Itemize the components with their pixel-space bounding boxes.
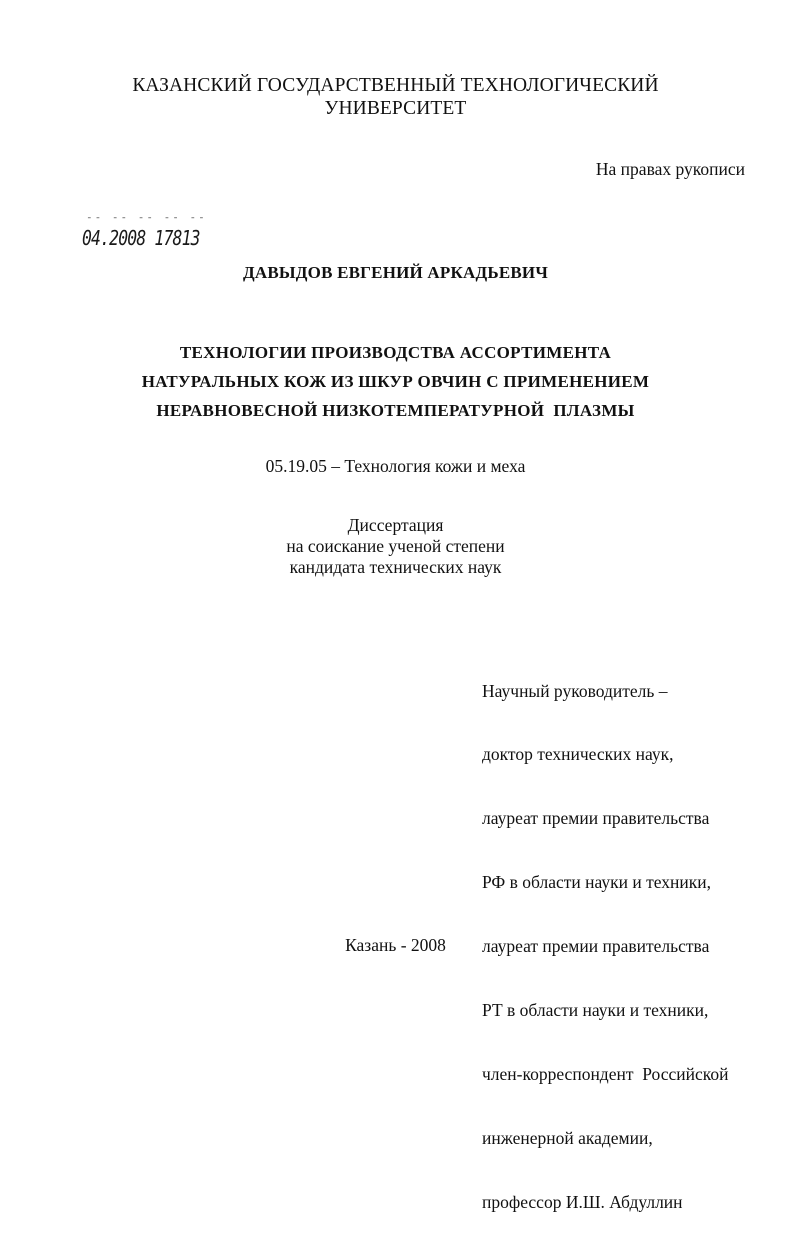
supervisor-line: Научный руководитель – xyxy=(482,680,668,701)
degree-line-2: на соискание ученой степени xyxy=(286,536,505,556)
city-year: Казань - 2008 xyxy=(345,935,446,955)
dissertation-degree xyxy=(0,515,791,578)
dissertation-title xyxy=(0,338,791,425)
title-line-1: ТЕХНОЛОГИИ ПРОИЗВОДСТВА АССОРТИМЕНТА xyxy=(179,343,612,362)
supervisor-line: член-корреспондент Российской xyxy=(482,1063,729,1084)
supervisor-line: доктор технических наук, xyxy=(482,744,674,765)
supervisor-line: профессор И.Ш. Абдуллин xyxy=(482,1191,683,1212)
rights-note: На правах рукописи xyxy=(595,159,745,179)
degree-line-3: кандидата технических наук xyxy=(289,557,502,577)
author-name: ДАВЫДОВ ЕВГЕНИЙ АРКАДЬЕВИЧ xyxy=(242,263,549,282)
specialty-code: 05.19.05 – Технология кожи и меха xyxy=(265,456,526,476)
title-line-2: НАТУРАЛЬНЫХ КОЖ ИЗ ШКУР ОВЧИН С ПРИМЕНЕНИЕМ xyxy=(141,372,650,391)
supervisor-line: лауреат премии правительства xyxy=(482,808,710,829)
supervisor-line: инженерной академии, xyxy=(482,1127,653,1148)
university-line-2: УНИВЕРСИТЕТ xyxy=(324,98,467,119)
library-stamp xyxy=(82,212,252,258)
stamp-top-text: -- -- -- -- -- xyxy=(86,212,207,223)
supervisor-line: РФ в области науки и техники, xyxy=(482,872,712,893)
supervisor-line: лауреат премии правительства xyxy=(482,936,710,957)
university-line-1: КАЗАНСКИЙ ГОСУДАРСТВЕННЫЙ ТЕХНОЛОГИЧЕСКИЙ xyxy=(132,75,659,96)
supervisor-line: РТ в области науки и техники, xyxy=(482,1000,709,1021)
stamp-number: 04.2008 17813 xyxy=(82,226,200,250)
university-name xyxy=(0,74,791,120)
degree-line-1: Диссертация xyxy=(347,515,444,535)
title-line-3: НЕРАВНОВЕСНОЙ НИЗКОТЕМПЕРАТУРНОЙ ПЛАЗМЫ xyxy=(156,401,635,420)
